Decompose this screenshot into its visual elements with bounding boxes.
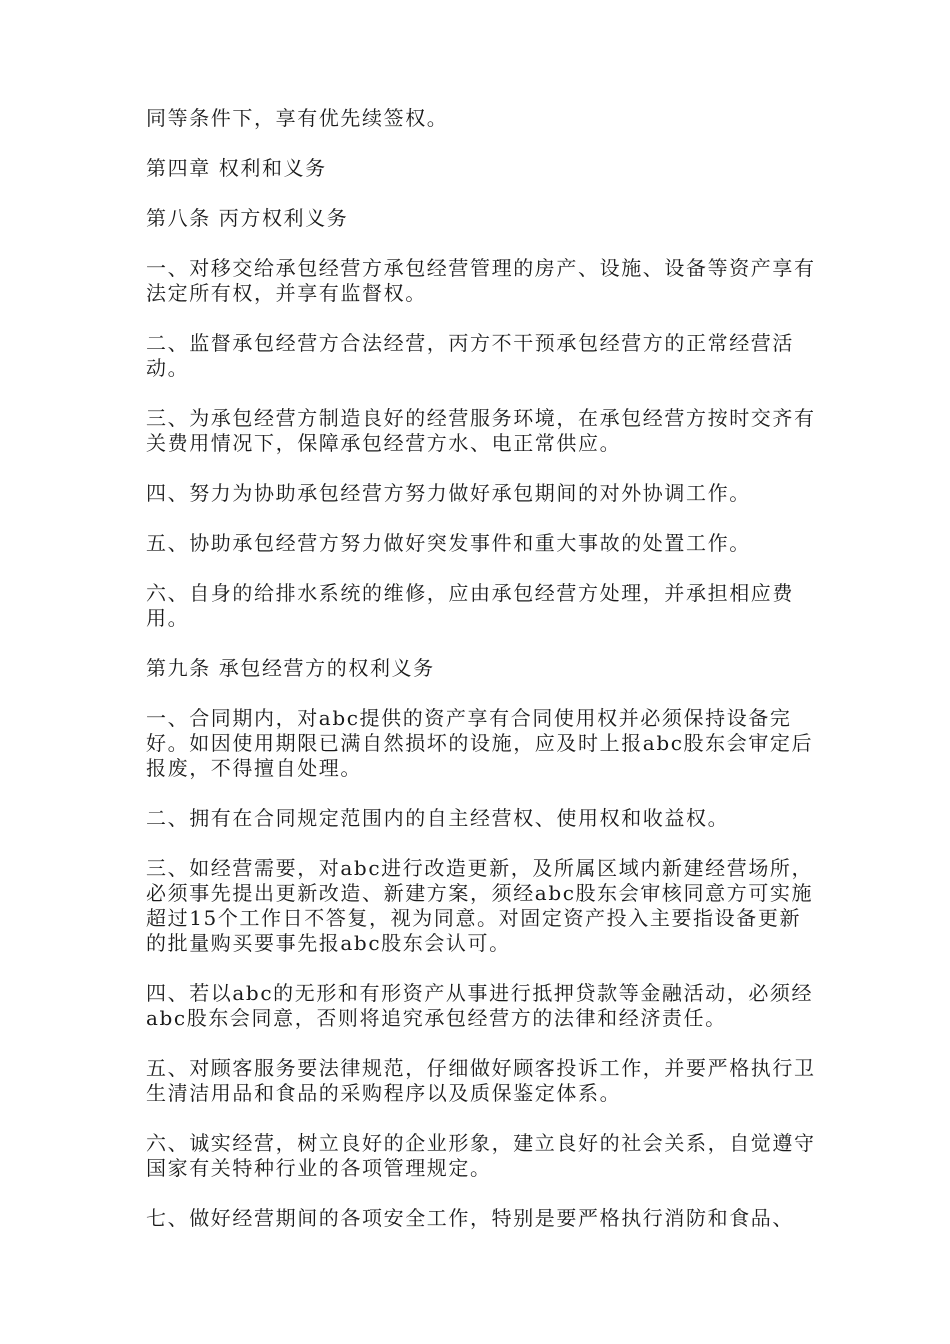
paragraph-renewal-priority: 同等条件下，享有优先续签权。 — [146, 106, 449, 130]
article-8-clause-2: 二、监督承包经营方合法经营，丙方不干预承包经营方的正常经营活动。 — [146, 331, 794, 380]
article-heading-8: 第八条 丙方权利义务 — [146, 206, 349, 230]
article-9-clause-3: 三、如经营需要，对abc进行改造更新，及所属区域内新建经营场所，必须事先提出更新改造、新建方案，须经abc股东会审核同意方可实施超过15个工作日不答复，视为同意。对固定资产投入主要指设备更新的批量购买要事先报abc股东会认可。 — [146, 856, 814, 955]
article-9-clause-1: 一、合同期内，对abc提供的资产享有合同使用权并必须保持设备完好。如因使用期限已满自然损坏的设施，应及时上报abc股东会审定后报废，不得擅自处理。 — [146, 706, 814, 780]
article-8-clause-4: 四、努力为协助承包经营方努力做好承包期间的对外协调工作。 — [146, 481, 751, 505]
article-9-clause-2: 二、拥有在合同规定范围内的自主经营权、使用权和收益权。 — [146, 806, 730, 830]
article-8-clause-3: 三、为承包经营方制造良好的经营服务环境，在承包经营方按时交齐有关费用情况下，保障承包经营方水、电正常供应。 — [146, 406, 816, 455]
article-8-clause-1: 一、对移交给承包经营方承包经营管理的房产、设施、设备等资产享有法定所有权，并享有监督权。 — [146, 256, 816, 305]
chapter-heading-rights-obligations: 第四章 权利和义务 — [146, 156, 327, 180]
article-8-clause-6: 六、自身的给排水系统的维修，应由承包经营方处理，并承担相应费用。 — [146, 581, 794, 630]
article-9-clause-7: 七、做好经营期间的各项安全工作，特别是要严格执行消防和食品、 — [146, 1206, 794, 1230]
article-9-clause-5: 五、对顾客服务要法律规范，仔细做好顾客投诉工作，并要严格执行卫生清洁用品和食品的采购程序以及质保鉴定体系。 — [146, 1056, 816, 1105]
article-heading-9: 第九条 承包经营方的权利义务 — [146, 656, 435, 680]
article-9-clause-6: 六、诚实经营，树立良好的企业形象，建立良好的社会关系，自觉遵守国家有关特种行业的各项管理规定。 — [146, 1131, 816, 1180]
article-8-clause-5: 五、协助承包经营方努力做好突发事件和重大事故的处置工作。 — [146, 531, 751, 555]
document-body — [146, 106, 816, 1256]
article-9-clause-4: 四、若以abc的无形和有形资产从事进行抵押贷款等金融活动，必须经abc股东会同意，否则将追究承包经营方的法律和经济责任。 — [146, 981, 814, 1030]
